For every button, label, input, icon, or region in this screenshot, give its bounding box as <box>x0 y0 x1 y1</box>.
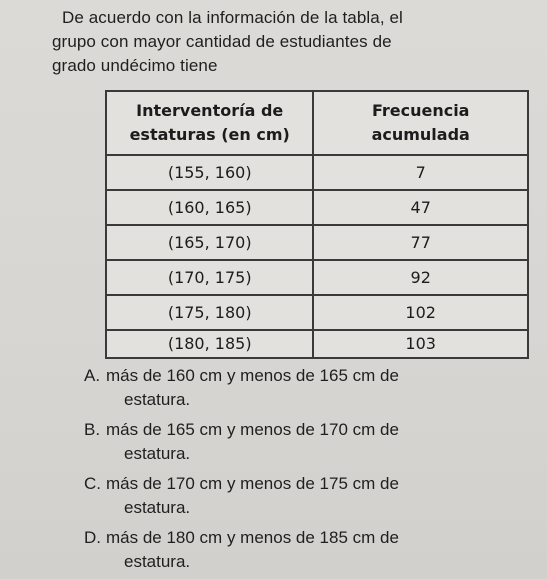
interval-cell: (165, 170) <box>106 225 313 260</box>
option-text <box>106 418 544 466</box>
table-row <box>106 295 528 330</box>
table-row <box>106 155 528 190</box>
frequency-cell: 7 <box>313 155 528 190</box>
option-text <box>106 472 544 520</box>
option-b[interactable] <box>84 418 544 466</box>
frequency-cell: 47 <box>313 190 528 225</box>
option-line-2: estatura. <box>124 498 191 517</box>
option-letter: B. <box>84 420 101 439</box>
header-col2-line1: Frecuencia <box>371 101 470 120</box>
frequency-cell: 77 <box>313 225 528 260</box>
option-line-1: más de 165 cm y menos de 170 cm de <box>106 420 399 439</box>
option-line-1: más de 180 cm y menos de 185 cm de <box>106 528 399 547</box>
table-row <box>106 330 528 358</box>
header-col1-line1: Interventoría de <box>136 101 284 120</box>
table-row <box>106 225 528 260</box>
question-line-1: De acuerdo con la información de la tabla, el <box>62 8 403 27</box>
option-text <box>106 364 544 412</box>
interval-cell: (170, 175) <box>106 260 313 295</box>
option-line-2: estatura. <box>124 552 191 571</box>
table-header-row <box>106 91 528 155</box>
option-a[interactable] <box>84 364 544 412</box>
header-cumulative-frequency <box>313 91 528 155</box>
option-line-2: estatura. <box>124 444 191 463</box>
table-row <box>106 260 528 295</box>
frequency-cell: 103 <box>313 330 528 358</box>
interval-cell: (180, 185) <box>106 330 313 358</box>
option-c[interactable] <box>84 472 544 520</box>
answer-options <box>84 364 544 580</box>
question-text <box>52 6 522 78</box>
header-height-intervals <box>106 91 313 155</box>
frequency-table <box>105 90 529 359</box>
interval-cell: (175, 180) <box>106 295 313 330</box>
frequency-cell: 92 <box>313 260 528 295</box>
option-letter: A. <box>84 366 101 385</box>
option-line-2: estatura. <box>124 390 191 409</box>
option-text <box>106 526 544 574</box>
question-line-3: grado undécimo tiene <box>52 56 218 75</box>
option-letter: C. <box>84 474 101 493</box>
table-row <box>106 190 528 225</box>
option-letter: D. <box>84 528 101 547</box>
question-line-2: grupo con mayor cantidad de estudiantes de <box>52 32 392 51</box>
header-col2-line2: acumulada <box>371 125 470 144</box>
interval-cell: (160, 165) <box>106 190 313 225</box>
option-line-1: más de 170 cm y menos de 175 cm de <box>106 474 399 493</box>
option-line-1: más de 160 cm y menos de 165 cm de <box>106 366 399 385</box>
interval-cell: (155, 160) <box>106 155 313 190</box>
header-col1-line2: estaturas (en cm) <box>129 125 290 144</box>
frequency-cell: 102 <box>313 295 528 330</box>
option-d[interactable] <box>84 526 544 574</box>
